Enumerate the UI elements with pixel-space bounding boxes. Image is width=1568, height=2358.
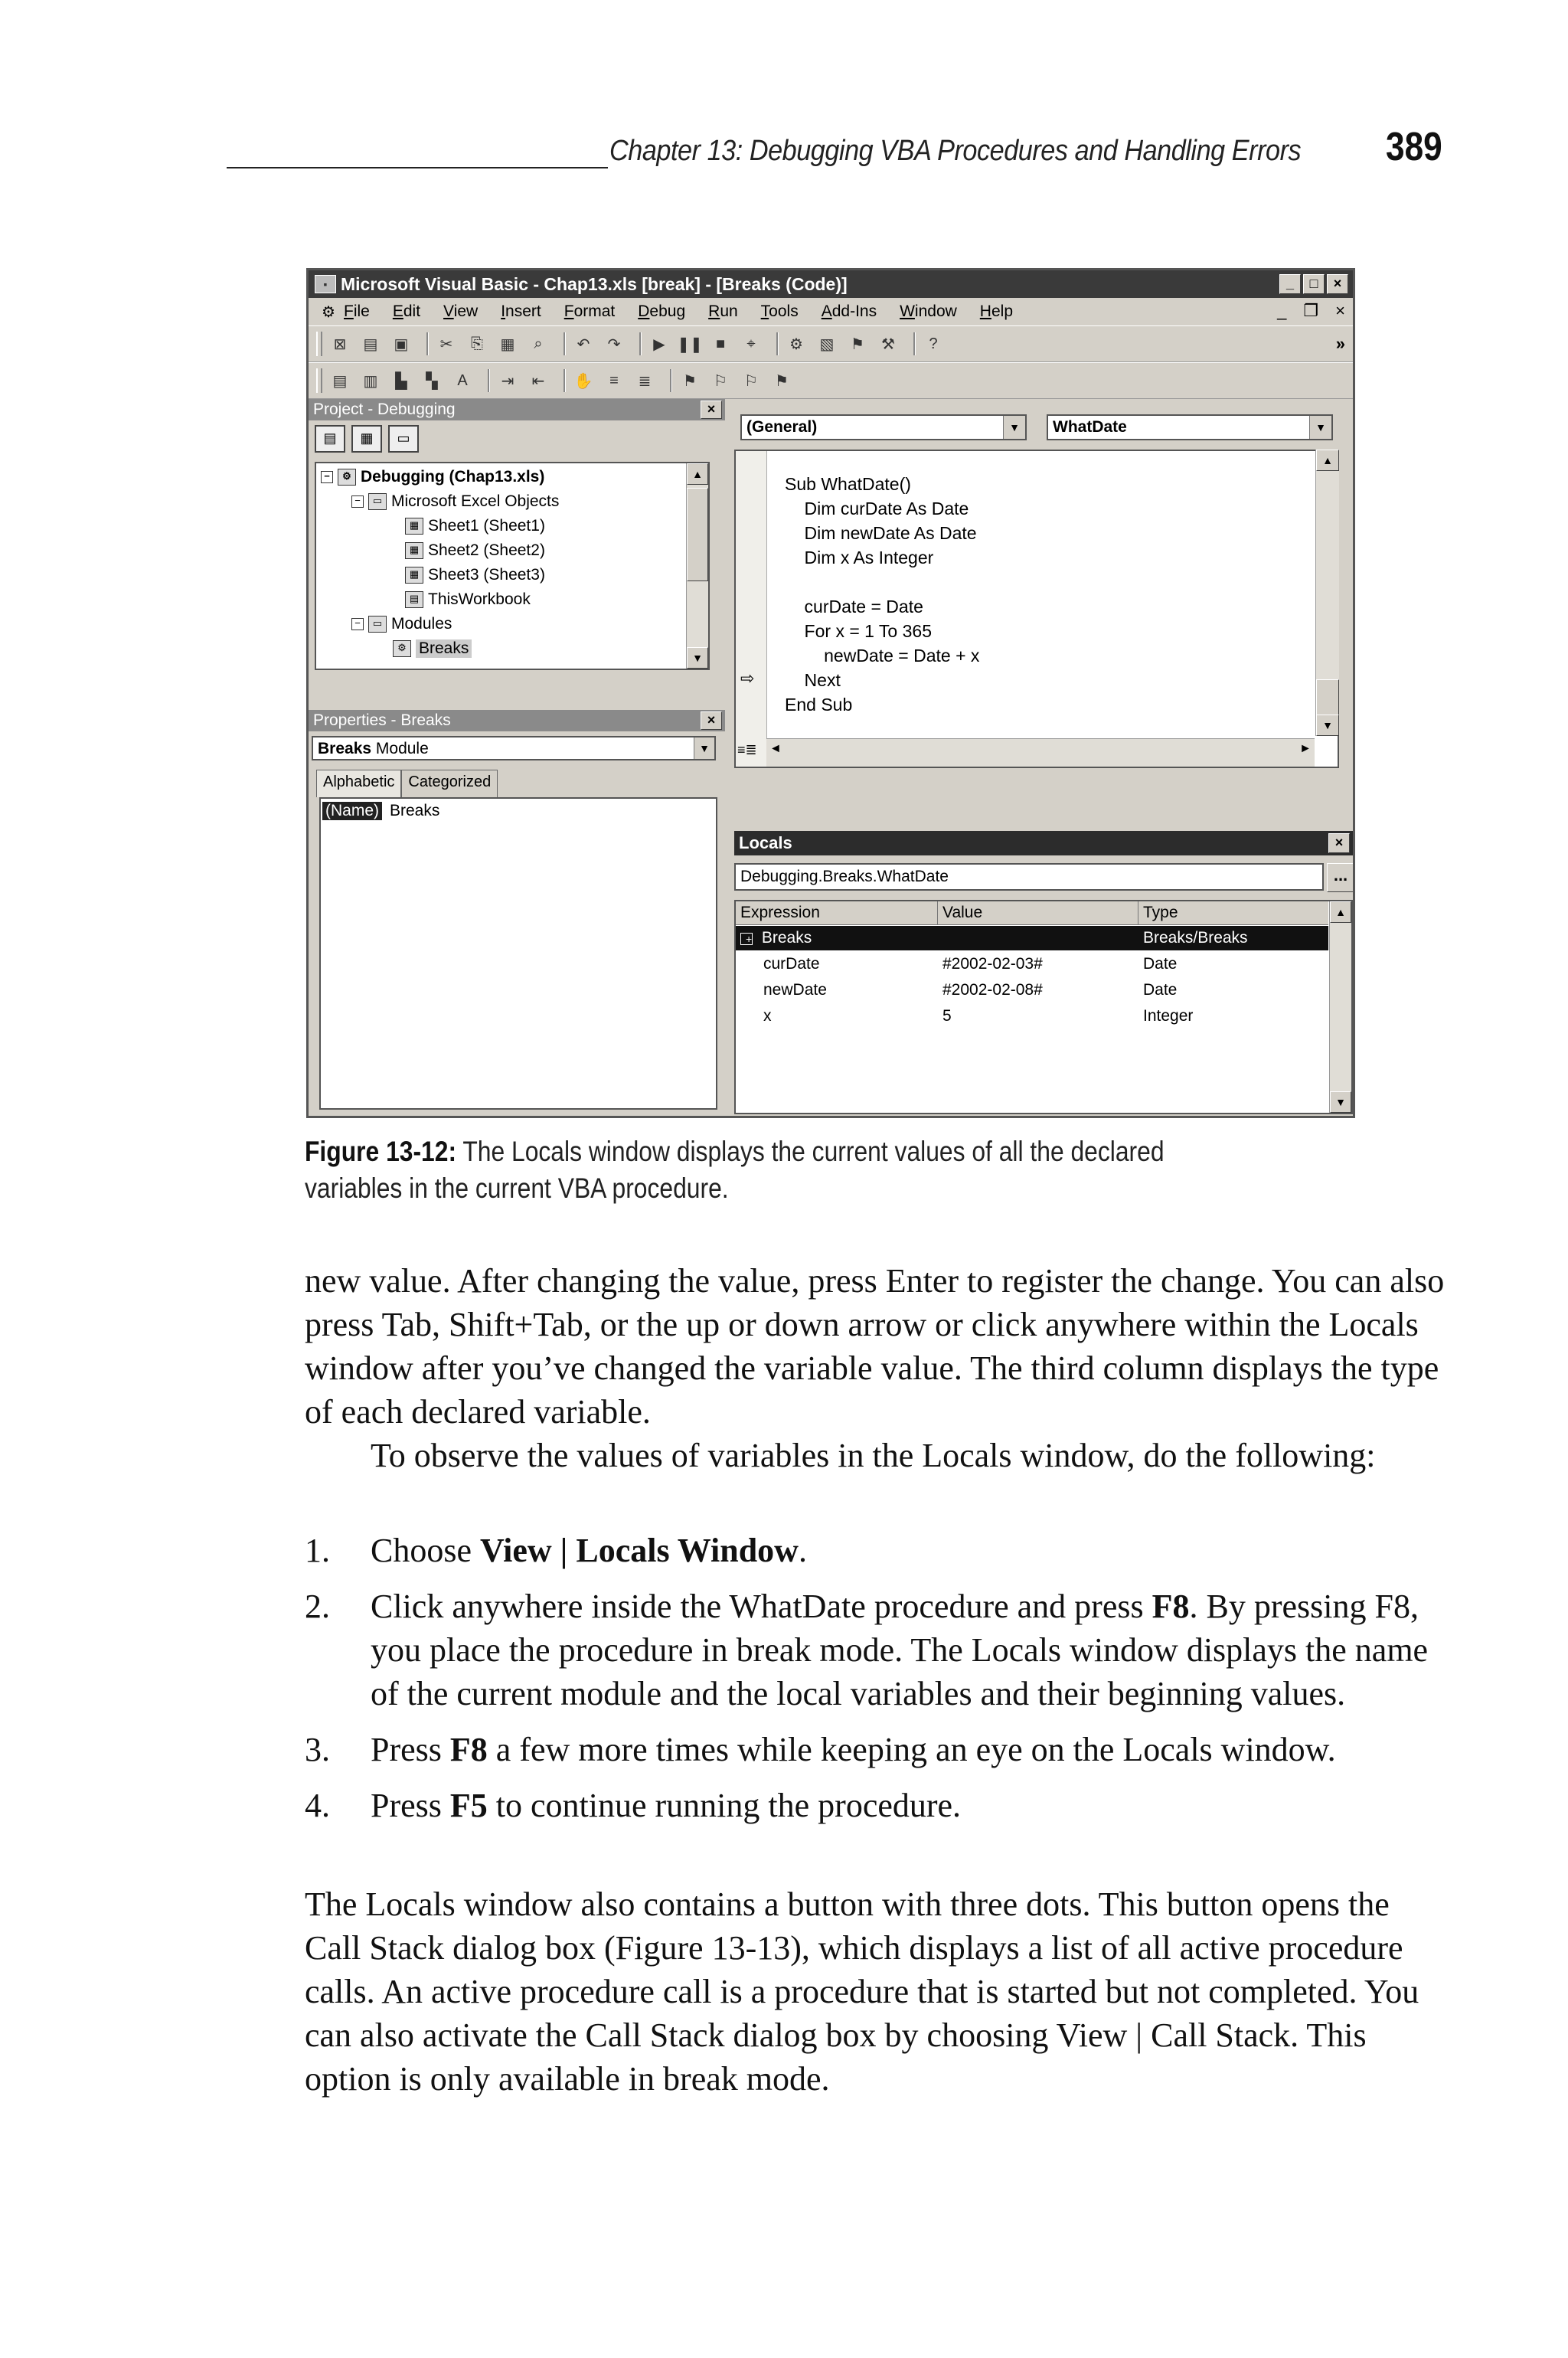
menu-file[interactable]: File	[344, 303, 370, 320]
type-cell: Integer	[1143, 1007, 1194, 1025]
close-icon[interactable]: ×	[1328, 833, 1350, 853]
toggle-breakpoint-icon[interactable]: ✋	[573, 372, 593, 390]
object-name: Breaks	[318, 740, 372, 757]
code-line[interactable]: newDate = Date + x	[785, 646, 980, 666]
tree-node[interactable]: − ⚙ Debugging (Chap13.xls)	[321, 468, 544, 486]
tree-node[interactable]: ▦ Sheet1 (Sheet1)	[405, 517, 545, 535]
project-pane-title	[309, 399, 725, 420]
running-header	[227, 125, 1442, 178]
properties-tabs	[316, 770, 498, 797]
code-line[interactable]: Dim curDate As Date	[785, 499, 969, 518]
menu-bar	[309, 298, 1353, 325]
sheet-icon: ▦	[405, 567, 423, 584]
undo-icon[interactable]: ↶	[577, 335, 590, 353]
menu-window[interactable]: Window	[900, 303, 957, 320]
step-number: 1.	[305, 1532, 330, 1569]
chevron-down-icon[interactable]: ▼	[1003, 416, 1025, 439]
mdi-restore-icon[interactable]: ❐	[1303, 301, 1319, 320]
view-code-icon[interactable]: ▤	[315, 425, 345, 453]
value-cell[interactable]: 5	[942, 1007, 952, 1025]
expression-cell: curDate	[763, 955, 820, 973]
list-constants-icon[interactable]: ▥	[363, 372, 378, 390]
code-hscrollbar[interactable]	[737, 738, 1315, 767]
code-window-icon[interactable]: ⚙	[322, 303, 335, 321]
window-title: Microsoft Visual Basic - Chap13.xls [break] - [Breaks (Code)]	[341, 273, 848, 294]
collapse-icon[interactable]: −	[321, 471, 333, 483]
code-window	[734, 408, 1353, 768]
chevron-down-icon[interactable]: ▼	[694, 737, 714, 759]
list-properties-icon[interactable]: ▤	[332, 372, 348, 390]
project-explorer-icon[interactable]: ⚙	[789, 335, 803, 353]
scroll-down-icon[interactable]: ▼	[1330, 1091, 1351, 1113]
expression-cell: Breaks	[761, 929, 812, 947]
view-object-icon[interactable]: ▦	[351, 425, 382, 453]
minimize-icon[interactable]: _	[1279, 274, 1301, 294]
type-cell: Date	[1143, 955, 1178, 973]
locals-title: Locals	[739, 833, 792, 852]
toolbar-grip[interactable]	[316, 332, 322, 356]
command-text: F8	[1152, 1588, 1190, 1625]
close-icon[interactable]: ×	[701, 401, 722, 419]
menu-debug[interactable]: Debug	[638, 303, 686, 320]
code-line[interactable]: For x = 1 To 365	[785, 621, 932, 641]
figure-caption-text: The Locals window displays the current values of all the declared variables in the current VBA procedure.	[305, 1136, 1165, 1204]
project-toolbar	[309, 420, 731, 457]
locals-scrollbar[interactable]	[1329, 901, 1351, 1113]
vba-project-icon: ⚙	[338, 469, 356, 486]
quick-info-icon[interactable]: ▙	[395, 372, 407, 390]
code-line[interactable]: curDate = Date	[785, 597, 923, 616]
tree-node[interactable]: − ▭ Modules	[351, 615, 452, 633]
close-icon[interactable]: ×	[1327, 274, 1348, 294]
object-combo[interactable]	[312, 736, 716, 760]
step-number: 4.	[305, 1787, 330, 1824]
value-cell[interactable]: #2002-02-08#	[942, 981, 1043, 999]
clear-bookmarks-icon[interactable]: ⚑	[775, 372, 789, 390]
scroll-down-icon[interactable]: ▼	[1316, 715, 1339, 736]
help-icon[interactable]: ?	[929, 335, 938, 352]
menu-run[interactable]: Run	[708, 303, 738, 320]
properties-grid	[319, 797, 717, 1110]
property-value[interactable]: Breaks	[390, 802, 440, 819]
expression-cell: newDate	[763, 981, 827, 999]
paragraph: To observe the values of variables in the Locals window, do the following:	[371, 1437, 1376, 1474]
title-bar	[309, 270, 1353, 298]
locals-table	[734, 900, 1353, 1114]
folder-icon: ▭	[368, 493, 387, 510]
menu-format[interactable]: Format	[564, 303, 616, 320]
redo-icon[interactable]: ↷	[607, 335, 621, 353]
menu-help[interactable]: Help	[979, 303, 1013, 320]
vba-app-icon: ▪	[315, 275, 336, 293]
table-row[interactable]	[736, 1004, 1328, 1029]
toolbar-overflow-icon[interactable]: »	[1335, 334, 1345, 353]
chevron-down-icon[interactable]: ▼	[1309, 416, 1331, 439]
project-pane-label: Project - Debugging	[313, 401, 456, 418]
window-buttons	[1279, 274, 1348, 294]
procedure-dropdown[interactable]: WhatDate ▼	[1047, 414, 1333, 440]
tree-node[interactable]: ▦ Sheet2 (Sheet2)	[405, 541, 545, 560]
column-header[interactable]: Value	[938, 901, 1138, 924]
indent-icon[interactable]: ⇥	[501, 372, 514, 390]
numbered-steps	[305, 1529, 1446, 1840]
reset-icon[interactable]: ■	[715, 335, 726, 352]
uncomment-block-icon[interactable]: ≣	[638, 372, 652, 390]
object-dropdown[interactable]: (General) ▼	[740, 414, 1027, 440]
code-scrollbar[interactable]	[1315, 450, 1339, 736]
figure-caption	[305, 1133, 1227, 1207]
design-mode-icon[interactable]: ⌖	[746, 335, 756, 352]
value-cell[interactable]: #2002-02-03#	[942, 955, 1043, 973]
list-item: 4. Press F5 to continue running the procedure.	[305, 1784, 1446, 1827]
complete-word-icon[interactable]: A	[457, 371, 468, 389]
sheet-icon: ▦	[405, 518, 423, 535]
menu-tools[interactable]: Tools	[760, 303, 799, 320]
properties-pane-title	[309, 710, 725, 731]
chapter-title: Chapter 13: Debugging VBA Procedures and Handling Errors	[609, 135, 1302, 167]
tree-scrollbar[interactable]	[686, 463, 708, 669]
column-header[interactable]: Expression	[736, 901, 938, 924]
command-text: View | Locals Window	[480, 1532, 799, 1569]
code-line[interactable]: End Sub	[785, 695, 853, 715]
execution-arrow-icon: ⇨	[740, 669, 755, 688]
column-header[interactable]: Type	[1143, 904, 1178, 921]
expression-cell: x	[763, 1007, 772, 1025]
properties-icon[interactable]: ▧	[819, 335, 835, 353]
menu-insert[interactable]: Insert	[501, 303, 541, 320]
standard-toolbar	[309, 325, 1353, 362]
list-item: 2. Click anywhere inside the WhatDate procedure and press F8. By pressing F8, you place the procedure in break mode. The Locals window displays the name of the current module and the local variables and their beginning values.	[305, 1585, 1446, 1715]
scroll-down-icon[interactable]: ▼	[687, 647, 708, 669]
locals-header	[736, 901, 1328, 925]
vbe-window	[306, 268, 1355, 1118]
paragraph: new value. After changing the value, press Enter to register the change. You can also press Tab, Shift+Tab, or the up or down arrow or click anywhere within the Locals window after you’ve changed the variable value. The third column displays the type of each declared variable.	[305, 1262, 1445, 1431]
previous-bookmark-icon[interactable]: ⚐	[744, 372, 758, 390]
type-cell: Breaks/Breaks	[1143, 929, 1248, 947]
toolbar-grip[interactable]	[316, 368, 322, 393]
call-stack-button[interactable]: ...	[1327, 863, 1354, 892]
code-editor[interactable]	[734, 450, 1339, 768]
tab-alphabetic[interactable]: Alphabetic	[316, 770, 401, 797]
edit-toolbar	[309, 362, 1353, 399]
page-number: 389	[1386, 125, 1442, 169]
menu-addins[interactable]: Add-Ins	[821, 303, 877, 320]
code-line[interactable]: Sub WhatDate()	[785, 474, 911, 494]
run-icon[interactable]: ▶	[653, 335, 665, 353]
menu-edit[interactable]: Edit	[392, 303, 421, 320]
toolbox-icon[interactable]: ⚒	[881, 335, 895, 353]
paragraph: The Locals window also contains a button with three dots. This button opens the Call Stack dialog box (Figure 13-13), which displays a list of all active procedure calls. An active procedure call is a procedure that is started but not completed. You can also activate the Call Stack dialog box by choosing View | Call Stack. This option is only available in break mode.	[305, 1885, 1419, 2098]
scroll-up-icon[interactable]: ▲	[1330, 901, 1351, 923]
maximize-icon[interactable]: □	[1303, 274, 1325, 294]
scroll-up-icon[interactable]: ▲	[1316, 450, 1339, 471]
view-excel-icon[interactable]: ⊠	[333, 335, 347, 353]
property-name[interactable]: (Name)	[322, 802, 382, 820]
folder-icon: ▭	[368, 616, 387, 633]
module-icon: ⚙	[393, 640, 411, 657]
command-text: F8	[449, 1731, 488, 1768]
scroll-left-icon[interactable]: ◄	[769, 742, 782, 755]
tree-node[interactable]: ⚙ Breaks	[393, 639, 472, 658]
close-icon[interactable]: ×	[701, 711, 722, 730]
mdi-buttons	[1277, 301, 1345, 321]
outdent-icon[interactable]: ⇤	[531, 372, 545, 390]
cut-icon[interactable]: ✂	[439, 335, 453, 353]
tree-node[interactable]: − ▭ Microsoft Excel Objects	[351, 492, 559, 511]
expand-icon[interactable]: +	[740, 933, 753, 945]
command-text: F5	[449, 1787, 488, 1824]
copy-icon[interactable]: ⎘	[471, 335, 483, 352]
table-row[interactable]	[736, 952, 1328, 976]
save-icon[interactable]: ▣	[394, 335, 409, 353]
collapse-icon[interactable]: −	[351, 495, 364, 508]
sheet-icon: ▦	[405, 542, 423, 559]
table-row[interactable]	[736, 978, 1328, 1002]
procedure-view-icon[interactable]: ≡≣	[737, 742, 757, 757]
break-icon[interactable]: ❚❚	[677, 335, 703, 353]
step-number: 3.	[305, 1731, 330, 1768]
table-row[interactable]	[736, 926, 1328, 950]
object-browser-icon[interactable]: ⚑	[851, 335, 864, 353]
margin-indicator-bar[interactable]	[736, 451, 767, 767]
step-number: 2.	[305, 1588, 330, 1625]
figure-label: Figure 13-12:	[305, 1136, 457, 1167]
code-line[interactable]: Dim x As Integer	[785, 548, 934, 567]
locals-title-bar	[734, 831, 1353, 855]
workbook-icon: ▤	[405, 591, 423, 608]
locals-context: Debugging.Breaks.WhatDate	[734, 863, 1324, 891]
type-cell: Date	[1143, 981, 1178, 999]
project-tree	[315, 462, 710, 670]
tab-categorized[interactable]: Categorized	[401, 770, 498, 797]
comment-block-icon[interactable]: ≡	[609, 371, 619, 389]
mdi-close-icon[interactable]: ×	[1335, 301, 1345, 320]
code-line[interactable]: Next	[785, 670, 841, 690]
properties-pane-label: Properties - Breaks	[313, 711, 451, 729]
paste-icon[interactable]: ▦	[500, 335, 515, 353]
scroll-right-icon[interactable]: ►	[1299, 742, 1312, 755]
code-line[interactable]: Dim newDate As Date	[785, 523, 977, 543]
list-item: 1. Choose View | Locals Window.	[305, 1529, 1446, 1572]
header-rule	[227, 167, 608, 168]
scroll-up-icon[interactable]: ▲	[687, 463, 708, 485]
insert-module-icon[interactable]: ▤	[363, 335, 378, 353]
menu-view[interactable]: View	[443, 303, 479, 320]
tree-node[interactable]: ▦ Sheet3 (Sheet3)	[405, 566, 545, 584]
mdi-minimize-icon[interactable]: _	[1277, 301, 1287, 320]
object-type: Module	[375, 740, 429, 757]
collapse-icon[interactable]: −	[351, 618, 364, 630]
find-icon[interactable]: ⌕	[534, 335, 543, 352]
next-bookmark-icon[interactable]: ⚐	[714, 372, 727, 390]
toggle-folders-icon[interactable]: ▭	[388, 425, 419, 453]
tree-node[interactable]: ▤ ThisWorkbook	[405, 590, 531, 609]
list-item: 3. Press F8 a few more times while keeping an eye on the Locals window.	[305, 1728, 1446, 1771]
parameter-info-icon[interactable]: ▚	[426, 372, 438, 390]
toggle-bookmark-icon[interactable]: ⚑	[683, 372, 697, 390]
scroll-thumb[interactable]	[687, 488, 708, 581]
